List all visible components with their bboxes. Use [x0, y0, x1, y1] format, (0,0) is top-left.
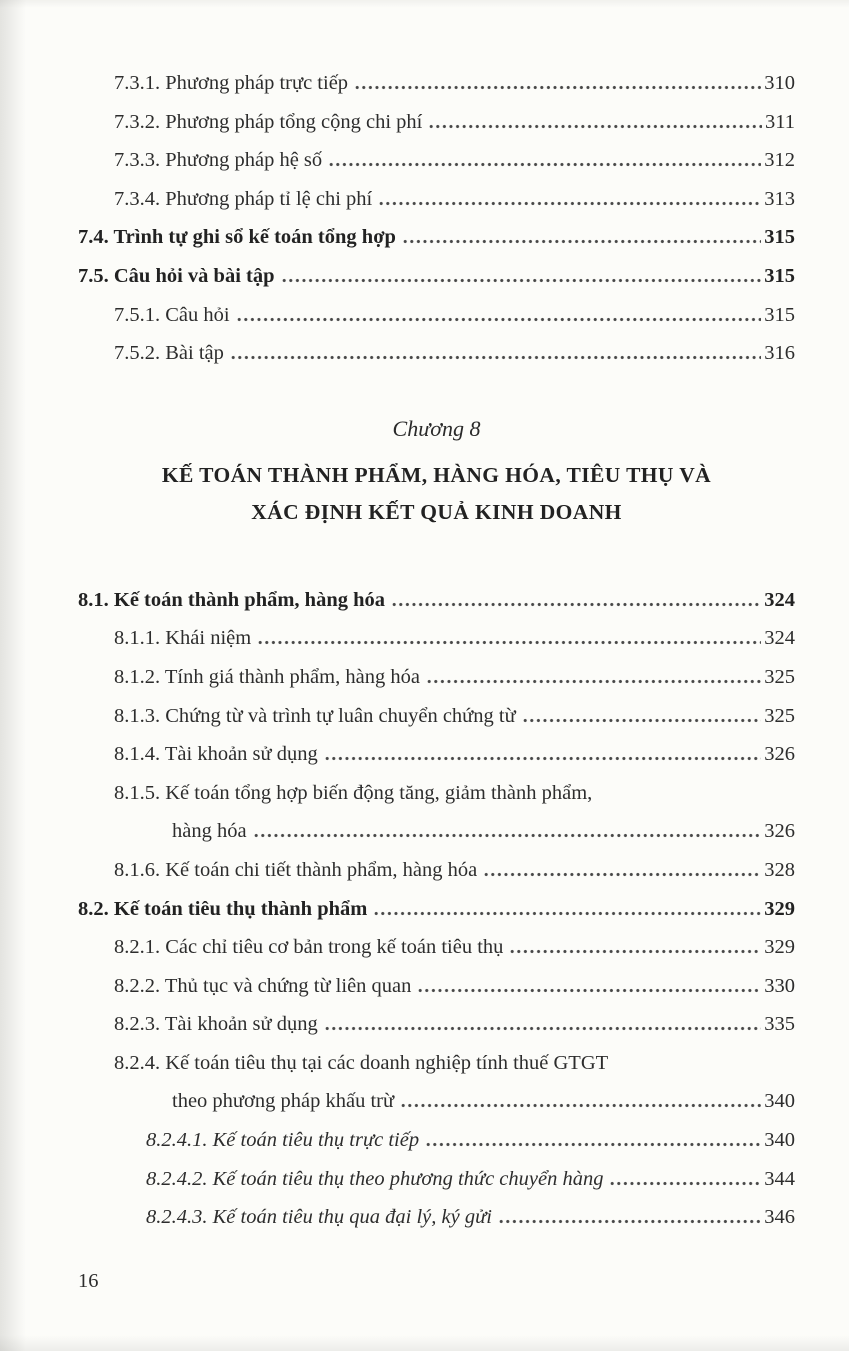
toc-entry-text: hàng hóa — [172, 820, 247, 843]
toc-entry-line — [114, 64, 795, 103]
toc-entry-line — [114, 851, 795, 890]
toc-entry-line — [114, 141, 795, 180]
toc-page-number: 326 — [764, 820, 795, 843]
page-edge-shading-bottom — [0, 1335, 849, 1351]
toc-dot-leader — [325, 1026, 761, 1031]
toc-entry — [78, 890, 795, 929]
toc-page-number: 329 — [764, 936, 795, 959]
toc-entry-text: 8.2.4.2. Kế toán tiêu thụ theo phương thức chuyển hàng — [146, 1167, 604, 1190]
toc-list-chapter7 — [78, 64, 795, 373]
toc-entry — [78, 619, 795, 658]
toc-entry-line — [114, 103, 795, 142]
toc-entry-line — [146, 1121, 795, 1160]
toc-entry-text: 8.1.3. Chứng từ và trình tự luân chuyển chứng từ — [114, 704, 516, 727]
toc-entry-line — [114, 774, 795, 813]
toc-entry — [78, 735, 795, 774]
toc-entry — [78, 64, 795, 103]
toc-entry-text: 7.3.1. Phương pháp trực tiếp — [114, 72, 349, 94]
toc-page-number: 330 — [764, 974, 795, 997]
toc-entry — [78, 141, 795, 180]
toc-entry-text: 8.1.6. Kế toán chi tiết thành phẩm, hàng hóa — [114, 858, 478, 881]
toc-entry — [78, 180, 795, 219]
toc-page-number: 344 — [764, 1167, 795, 1190]
toc-dot-leader — [510, 949, 761, 954]
toc-page-number: 340 — [764, 1129, 795, 1152]
toc-entry-line — [114, 928, 795, 967]
toc-entry-text: 7.3.2. Phương pháp tổng cộng chi phí — [114, 110, 423, 133]
toc-entry-text: 8.2. Kế toán tiêu thụ thành phẩm — [78, 897, 368, 920]
toc-entry-line — [78, 257, 795, 296]
toc-entry-line-continuation — [114, 1082, 795, 1121]
toc-page-number: 329 — [764, 897, 795, 920]
toc-page-number: 315 — [764, 226, 795, 249]
page-edge-shading-top — [0, 0, 849, 8]
toc-entry-text: 8.2.2. Thủ tục và chứng từ liên quan — [114, 974, 412, 997]
toc-dot-leader — [426, 1142, 761, 1147]
toc-entry-line — [114, 697, 795, 736]
toc-entry — [78, 928, 795, 967]
toc-list-chapter8 — [78, 581, 795, 1237]
toc-page-number: 326 — [764, 743, 795, 766]
toc-page-number: 311 — [765, 110, 795, 133]
toc-entry — [78, 1160, 795, 1199]
toc-entry-line — [114, 735, 795, 774]
toc-entry-line — [114, 334, 795, 373]
toc-entry — [78, 1121, 795, 1160]
toc-entry — [78, 334, 795, 373]
toc-dot-leader — [329, 162, 761, 167]
toc-page-number: 315 — [764, 264, 795, 287]
toc-entry — [78, 1198, 795, 1237]
toc-page-number: 316 — [764, 342, 795, 365]
toc-page-content — [78, 64, 795, 1237]
toc-entry-text: 8.2.1. Các chỉ tiêu cơ bản trong kế toán tiêu thụ — [114, 936, 504, 959]
toc-entry-text: 8.2.4.1. Kế toán tiêu thụ trực tiếp — [146, 1129, 420, 1152]
toc-page-number: 310 — [764, 72, 795, 94]
toc-entry-line — [78, 218, 795, 257]
toc-dot-leader — [403, 239, 761, 244]
toc-entry-text: 8.2.3. Tài khoản sử dụng — [114, 1013, 318, 1036]
toc-dot-leader — [401, 1103, 761, 1108]
chapter-heading — [78, 413, 795, 531]
chapter-title-line-1: KẾ TOÁN THÀNH PHẨM, HÀNG HÓA, TIÊU THỤ VÀ — [161, 462, 712, 487]
toc-entry-line — [146, 1160, 795, 1199]
toc-entry-text: 8.1. Kế toán thành phẩm, hàng hóa — [78, 588, 386, 611]
toc-page-number: 325 — [764, 704, 795, 727]
toc-dot-leader — [258, 640, 761, 645]
toc-dot-leader — [325, 756, 761, 761]
toc-entry — [78, 257, 795, 296]
toc-entry-line — [114, 296, 795, 335]
toc-dot-leader — [282, 278, 762, 283]
toc-entry-line — [114, 1044, 795, 1083]
toc-dot-leader — [499, 1219, 761, 1224]
toc-entry — [78, 581, 795, 620]
toc-entry-text: 8.2.4. Kế toán tiêu thụ tại các doanh nghiệp tính thuế GTGT — [114, 1051, 609, 1074]
toc-entry-line — [146, 1198, 795, 1237]
toc-entry-text: 8.1.1. Khái niệm — [114, 627, 252, 650]
toc-entry-text: theo phương pháp khấu trừ — [172, 1090, 395, 1113]
toc-entry — [78, 218, 795, 257]
toc-entry — [78, 851, 795, 890]
toc-entry — [78, 658, 795, 697]
toc-entry-text: 7.5. Câu hỏi và bài tập — [78, 264, 275, 287]
toc-entry-line — [114, 1005, 795, 1044]
toc-entry-text: 7.3.3. Phương pháp hệ số — [114, 149, 323, 172]
toc-page-number: 315 — [764, 303, 795, 326]
toc-page-number: 324 — [764, 588, 795, 611]
toc-dot-leader — [379, 201, 761, 206]
toc-dot-leader — [610, 1181, 761, 1186]
toc-entry — [78, 697, 795, 736]
chapter-title — [78, 457, 795, 531]
toc-dot-leader — [237, 317, 762, 322]
toc-entry-text: 7.3.4. Phương pháp tỉ lệ chi phí — [114, 187, 373, 210]
toc-entry-line — [78, 581, 795, 620]
toc-page-number: 335 — [764, 1013, 795, 1036]
toc-dot-leader — [374, 911, 761, 916]
toc-entry — [78, 296, 795, 335]
toc-dot-leader — [254, 833, 762, 838]
toc-entry-text: 8.1.2. Tính giá thành phẩm, hàng hóa — [114, 665, 420, 688]
toc-dot-leader — [418, 988, 761, 993]
toc-entry-text: 7.5.2. Bài tập — [114, 342, 224, 365]
toc-dot-leader — [231, 355, 761, 360]
toc-dot-leader — [427, 679, 761, 684]
toc-page-number: 325 — [764, 665, 795, 688]
toc-page-number: 312 — [764, 149, 795, 172]
toc-entry-text: 8.2.4.3. Kế toán tiêu thụ qua đại lý, ký gửi — [146, 1206, 492, 1229]
toc-entry-line — [114, 619, 795, 658]
toc-entry-line-continuation — [114, 812, 795, 851]
toc-entry — [78, 1005, 795, 1044]
toc-dot-leader — [429, 124, 762, 129]
toc-page-number: 328 — [764, 858, 795, 881]
toc-dot-leader — [484, 872, 761, 877]
toc-entry-line — [78, 890, 795, 929]
toc-page-number: 313 — [764, 187, 795, 210]
toc-entry-text: 8.1.4. Tài khoản sử dụng — [114, 743, 318, 766]
toc-entry — [78, 774, 795, 851]
toc-entry-text: 8.1.5. Kế toán tổng hợp biến động tăng, giảm thành phẩm, — [114, 781, 593, 804]
toc-entry-text: 7.5.1. Câu hỏi — [114, 303, 230, 326]
toc-entry-line — [114, 658, 795, 697]
toc-dot-leader — [392, 602, 761, 607]
toc-page-number: 346 — [764, 1206, 795, 1229]
toc-entry-text: 7.4. Trình tự ghi sổ kế toán tổng hợp — [78, 226, 396, 249]
toc-entry-line — [114, 967, 795, 1006]
chapter-label: Chương 8 — [392, 415, 481, 441]
toc-page-number: 340 — [764, 1090, 795, 1113]
toc-entry — [78, 1044, 795, 1121]
toc-entry — [78, 103, 795, 142]
toc-dot-leader — [355, 85, 761, 90]
toc-dot-leader — [523, 718, 762, 723]
chapter-title-line-2: XÁC ĐỊNH KẾT QUẢ KINH DOANH — [251, 499, 622, 524]
page-number: 16 — [78, 1270, 99, 1292]
toc-page-number: 324 — [764, 627, 795, 650]
toc-entry — [78, 967, 795, 1006]
page-edge-shading-left — [0, 0, 26, 1351]
toc-entry-line — [114, 180, 795, 219]
